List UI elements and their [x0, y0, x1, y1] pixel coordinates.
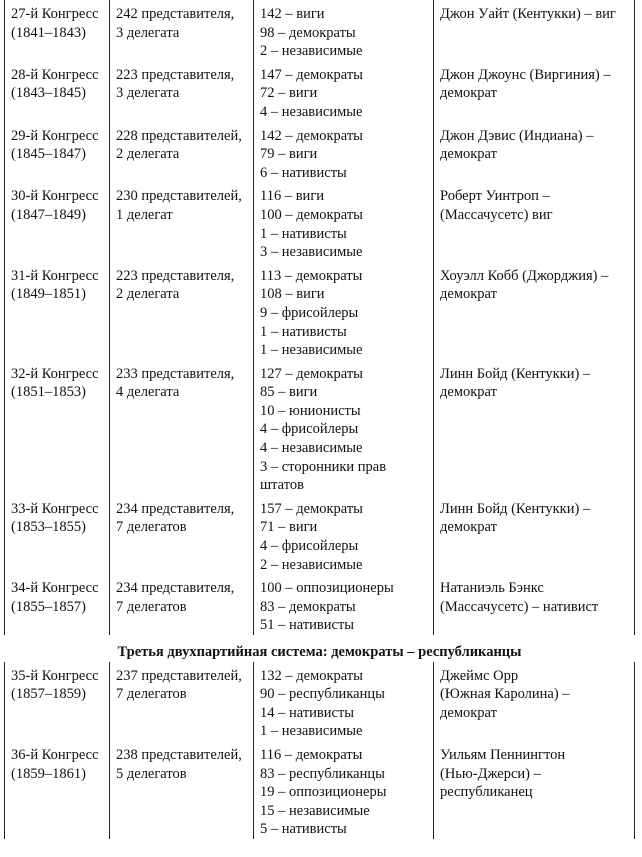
- congress-cell-line: (1847–1849): [11, 206, 86, 223]
- congress-cell-line: 27-й Конгресс: [11, 6, 99, 22]
- congress-cell-line: (1853–1855): [11, 519, 86, 536]
- parties-cell-line: 1 – нативисты: [260, 225, 347, 242]
- members-cell-line: 7 делегатов: [116, 598, 187, 615]
- speaker-cell: [434, 182, 635, 261]
- parties-cell: [254, 122, 434, 183]
- congress-cell-line: 33-й Конгресс: [11, 500, 99, 517]
- parties-cell: [254, 61, 434, 122]
- parties-cell-line: 113 – демократы: [260, 267, 363, 284]
- parties-cell-line: 14 – нативисты: [260, 704, 355, 721]
- speaker-cell: [434, 61, 635, 122]
- members-cell: [110, 360, 254, 495]
- congress-cell-line: 35-й Конгресс: [11, 667, 99, 684]
- members-cell: [110, 662, 254, 741]
- speaker-cell-line: демократ: [440, 704, 497, 721]
- parties-cell-line: 1 – нативисты: [260, 323, 347, 340]
- speaker-cell: [434, 0, 635, 61]
- speaker-cell-line: Хоуэлл Кобб (Джорджия) –: [440, 267, 609, 284]
- congress-cell-line: (1851–1853): [11, 384, 86, 401]
- congress-cell: [5, 360, 110, 495]
- parties-cell-line: 4 – фрисойлеры: [260, 538, 359, 555]
- table-row: [5, 122, 635, 183]
- speaker-cell-line: демократ: [440, 146, 497, 163]
- parties-cell-line: 4 – независимые: [260, 440, 363, 457]
- members-cell-line: 238 представителей,: [116, 746, 242, 763]
- speaker-cell-line: Линн Бойд (Кентукки) –: [440, 365, 591, 382]
- congress-cell: [5, 61, 110, 122]
- congress-cell-line: (1857–1859): [11, 686, 86, 703]
- congress-table: [4, 0, 635, 839]
- members-cell: [110, 0, 254, 61]
- parties-cell-line: 4 – независимые: [260, 103, 363, 120]
- members-cell-line: 5 делегатов: [116, 765, 187, 782]
- section-heading-row: [5, 635, 635, 662]
- congress-cell-line: 28-й Конгресс: [11, 66, 99, 83]
- members-cell: [110, 182, 254, 261]
- members-cell-line: 234 представителя,: [116, 580, 235, 597]
- parties-cell-line: 132 – демократы: [260, 667, 363, 684]
- parties-cell-line: 51 – нативисты: [260, 617, 355, 634]
- parties-cell-line: 127 – демократы: [260, 365, 363, 382]
- congress-cell: [5, 262, 110, 360]
- table-row: [5, 262, 635, 360]
- members-cell-line: 3 делегата: [116, 24, 180, 41]
- table-row: [5, 495, 635, 574]
- speaker-cell-line: Джон Дэвис (Индиана) –: [440, 127, 594, 144]
- parties-cell-line: 10 – юнионисты: [260, 402, 361, 419]
- members-cell: [110, 122, 254, 183]
- parties-cell-line: 83 – республиканцы: [260, 765, 385, 782]
- speaker-cell-line: (Нью-Джерси) –: [440, 765, 541, 782]
- speaker-cell-line: Джеймс Орр: [440, 667, 519, 684]
- congress-cell: [5, 182, 110, 261]
- parties-cell-line: 90 – республиканцы: [260, 686, 385, 703]
- table-body-part2: [5, 662, 635, 839]
- parties-cell: [254, 741, 434, 839]
- speaker-cell-line: демократ: [440, 286, 497, 303]
- congress-cell: [5, 495, 110, 574]
- congress-cell-line: (1841–1843): [11, 24, 86, 41]
- parties-cell-line: 9 – фрисойлеры: [260, 304, 359, 321]
- parties-cell-line: 1 – независимые: [260, 342, 363, 359]
- speaker-cell-line: Джон Джоунс (Виргиния) –: [440, 66, 611, 83]
- members-cell-line: 2 делегата: [116, 146, 180, 163]
- parties-cell-line: 116 – демократы: [260, 746, 363, 763]
- table-body-part1: [5, 0, 635, 635]
- congress-cell-line: 32-й Конгресс: [11, 365, 99, 382]
- congress-cell: [5, 0, 110, 61]
- parties-cell-line: 79 – виги: [260, 146, 318, 163]
- members-cell-line: 1 делегат: [116, 206, 173, 223]
- parties-cell-line: 3 – сторонники прав: [260, 458, 387, 475]
- section-heading-body: [5, 635, 635, 662]
- parties-cell-line: 157 – демократы: [260, 500, 363, 517]
- parties-cell-line: 19 – оппозиционеры: [260, 784, 387, 801]
- members-cell-line: 7 делегатов: [116, 686, 187, 703]
- parties-cell-line: 98 – демократы: [260, 24, 356, 41]
- members-cell-line: 233 представителя,: [116, 365, 235, 382]
- speaker-cell-line: Линн Бойд (Кентукки) –: [440, 500, 591, 517]
- speaker-cell-line: Джон Уайт (Кентукки) – виг: [440, 6, 616, 22]
- congress-cell-line: 34-й Конгресс: [11, 580, 99, 597]
- congress-cell-line: (1849–1851): [11, 286, 86, 303]
- members-cell: [110, 262, 254, 360]
- congress-cell: [5, 574, 110, 635]
- speaker-cell-line: демократ: [440, 85, 497, 102]
- speaker-cell: [434, 741, 635, 839]
- parties-cell-line: 142 – виги: [260, 6, 325, 22]
- parties-cell-line: штатов: [260, 477, 304, 494]
- speaker-cell-line: республиканец: [440, 784, 533, 801]
- congress-cell-line: (1859–1861): [11, 765, 86, 782]
- parties-cell-line: 5 – нативисты: [260, 821, 347, 838]
- speaker-cell-line: Уильям Пеннингтон: [440, 746, 566, 763]
- speaker-cell: [434, 262, 635, 360]
- members-cell-line: 228 представителей,: [116, 127, 242, 144]
- members-cell: [110, 741, 254, 839]
- parties-cell-line: 2 – независимые: [260, 556, 363, 573]
- table-row: [5, 662, 635, 741]
- parties-cell-line: 147 – демократы: [260, 66, 363, 83]
- parties-cell-line: 1 – независимые: [260, 723, 363, 740]
- congress-cell-line: (1843–1845): [11, 85, 86, 102]
- speaker-cell: [434, 122, 635, 183]
- parties-cell-line: 108 – виги: [260, 286, 325, 303]
- parties-cell: [254, 360, 434, 495]
- members-cell-line: 242 представителя,: [116, 6, 235, 22]
- parties-cell-line: 100 – демократы: [260, 206, 363, 223]
- speaker-cell: [434, 574, 635, 635]
- members-cell-line: 223 представителя,: [116, 66, 235, 83]
- congress-cell-line: 29-й Конгресс: [11, 127, 99, 144]
- parties-cell: [254, 182, 434, 261]
- members-cell-line: 230 представителей,: [116, 188, 242, 205]
- parties-cell: [254, 495, 434, 574]
- parties-cell: [254, 662, 434, 741]
- members-cell-line: 234 представителя,: [116, 500, 235, 517]
- congress-cell-line: 36-й Конгресс: [11, 746, 99, 763]
- parties-cell-line: 100 – оппозиционеры: [260, 580, 394, 597]
- parties-cell: [254, 262, 434, 360]
- parties-cell-line: 3 – независимые: [260, 244, 363, 261]
- congress-cell-line: (1845–1847): [11, 146, 86, 163]
- parties-cell-line: 15 – независимые: [260, 802, 370, 819]
- members-cell-line: 237 представителей,: [116, 667, 242, 684]
- members-cell-line: 7 делегатов: [116, 519, 187, 536]
- members-cell-line: 2 делегата: [116, 286, 180, 303]
- parties-cell: [254, 0, 434, 61]
- speaker-cell-line: демократ: [440, 384, 497, 401]
- speaker-cell-line: (Массачусетс) – нативист: [440, 598, 599, 615]
- parties-cell-line: 72 – виги: [260, 85, 318, 102]
- parties-cell-line: 71 – виги: [260, 519, 318, 536]
- table-row: [5, 61, 635, 122]
- members-cell-line: 4 делегата: [116, 384, 180, 401]
- members-cell: [110, 61, 254, 122]
- table-row: [5, 360, 635, 495]
- parties-cell-line: 85 – виги: [260, 384, 318, 401]
- congress-cell: [5, 122, 110, 183]
- speaker-cell-line: Натаниэль Бэнкс: [440, 580, 544, 597]
- parties-cell-line: 2 – независимые: [260, 43, 363, 60]
- congress-cell-line: 30-й Конгресс: [11, 188, 99, 205]
- table-row: [5, 182, 635, 261]
- speaker-cell: [434, 360, 635, 495]
- members-cell: [110, 574, 254, 635]
- speaker-cell-line: Роберт Уинтроп –: [440, 188, 550, 205]
- parties-cell-line: 142 – демократы: [260, 127, 363, 144]
- members-cell-line: 223 представителя,: [116, 267, 235, 284]
- speaker-cell-line: (Южная Каролина) –: [440, 686, 570, 703]
- members-cell: [110, 495, 254, 574]
- table-row: [5, 741, 635, 839]
- speaker-cell-line: (Массачусетс) виг: [440, 206, 553, 223]
- congress-cell-line: 31-й Конгресс: [11, 267, 99, 284]
- parties-cell-line: 4 – фрисойлеры: [260, 421, 359, 438]
- parties-cell-line: 116 – виги: [260, 188, 325, 205]
- speaker-cell: [434, 662, 635, 741]
- congress-cell-line: (1855–1857): [11, 598, 86, 615]
- speaker-cell-line: демократ: [440, 519, 497, 536]
- parties-cell: [254, 574, 434, 635]
- speaker-cell: [434, 495, 635, 574]
- parties-cell-line: 83 – демократы: [260, 598, 356, 615]
- table-row: [5, 0, 635, 61]
- congress-cell: [5, 741, 110, 839]
- congress-cell: [5, 662, 110, 741]
- parties-cell-line: 6 – нативисты: [260, 164, 347, 181]
- members-cell-line: 3 делегата: [116, 85, 180, 102]
- section-heading: Третья двухпартийная система: демократы – республиканцы: [117, 644, 522, 660]
- table-row: [5, 574, 635, 635]
